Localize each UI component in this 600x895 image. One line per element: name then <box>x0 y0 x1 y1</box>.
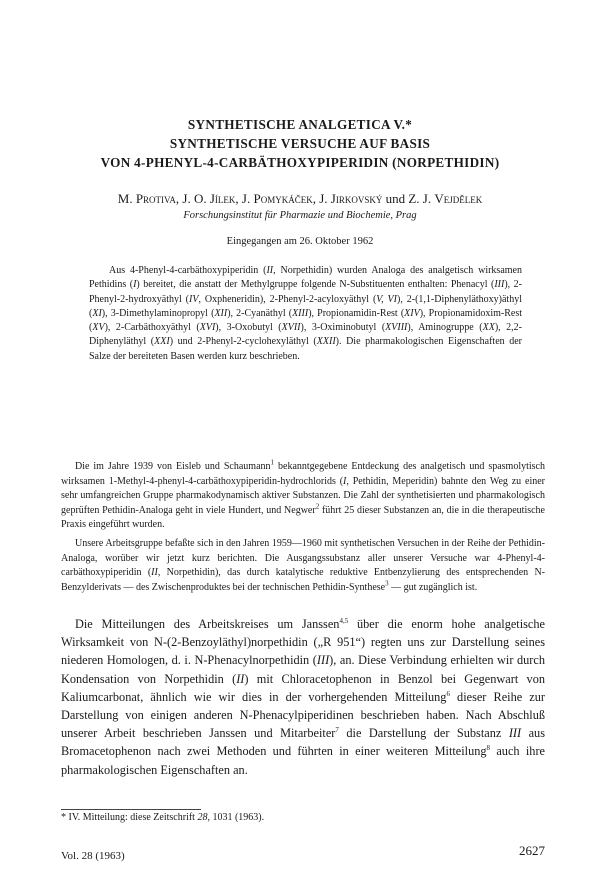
abstract: Aus 4-Phenyl-4-carbäthoxypiperidin (II, Norpethidin) wurden Analoga des analgetisch wirksamen Pethidins (I) bereitet, die anstatt der Methylgruppe folgende N-Substituenten enthalten: Phenacyl (III), 2-Phenyl-2-hydroxyäthyl (IV, Oxpheneridin), 2-Phenyl-2-acyloxyäthyl (V, VI), 2-(1,1-Diphenyläthoxy)äthyl (XI), 3-Dimethylaminopropyl (XII), 2-Cyanäthyl (XIII), Propionamidin-Rest (XIV), Propionamidoxim-Rest (XV), 2-Carbäthoxyäthyl (XVI), 3-Oxobutyl (XVII), 3-Oximinobutyl (XVIII), Aminogruppe (XX), 2,2-Diphenyläthyl (XXI) und 2-Phenyl-2-cyclohexyläthyl (XXII). Die pharmakologischen Eigenschaften der Salze der bereiteten Basen werden kurz beschrieben. <box>89 265 523 362</box>
compound-ref: II <box>151 567 158 579</box>
body-paragraph-2: Unsere Arbeitsgruppe befaßte sich in den Jahren 1959—1960 mit synthetischen Versuchen in der Reihe der Pethidin-Analoga, worüber wir jetzt kurz berichten. Die Ausgangssubstanz aller unserer Versuche war 4-Phenyl-4-carbäthoxypiperidin (II, Norpethidin), das durch katalytische reduktive Entbenzylierung des entsprechenden N-Benzylderivats — des Zwischenproduktes bei der technischen Pethidin-Synthese$^3$ — gut zugänglich ist. <box>61 538 545 593</box>
author-1-surname: Protiva <box>135 191 176 206</box>
compound-ref: XIII <box>292 307 309 319</box>
compound-ref: XIV <box>404 307 420 319</box>
compound-ref: XVII <box>281 322 301 334</box>
institute: Forschungsinstitut für Pharmazie und Biochemie, Prag <box>183 210 417 221</box>
compound-ref: III <box>316 653 330 668</box>
title-line-1: SYNTHETISCHE ANALGETICA V.* <box>187 117 413 132</box>
compound-ref: XVI <box>199 322 216 334</box>
author-4-initials: J. <box>319 191 331 206</box>
compound-ref: IV <box>189 293 199 305</box>
author-5-surname: Vejdělek <box>434 191 483 206</box>
page-number: 2627 <box>519 843 545 858</box>
author-2-surname: Jílek <box>209 191 236 206</box>
citation-superscript: 8 <box>486 744 491 753</box>
body-paragraph-1: Die im Jahre 1939 von Eisleb und Schaumann$^1$ bekanntgegebene Entdeckung des analgetisch und spasmolytisch wirksamen 1-Methyl-4-phenyl-4-carbäthoxypiperidin-hydrochlorids (I, Pethidin, Meperidin) bahnte den Weg zu einer sehr umfangreichen Gruppe pharmakodynamisch aktiver Substanzen. Die Zahl der synthetisierten und pharmakologisch geprüften Pethidin-Analoga geht in viele Hundert, und Negwer$^2$ führt 25 dieser Substanzen an, die in die therapeutische Praxis eingeführt wurden. <box>61 458 545 531</box>
author-2-initials: J. O. <box>182 191 210 206</box>
compound-ref: XX <box>482 322 495 334</box>
author-5-initials: Z. J. <box>408 191 435 206</box>
citation-superscript: 6 <box>446 689 450 698</box>
title-line-2: SYNTHETISCHE VERSUCHE AUF BASIS <box>169 136 431 151</box>
compound-ref: XII <box>214 307 228 319</box>
compound-ref: II <box>236 671 245 686</box>
citation-superscript: 1 <box>270 458 275 467</box>
compound-ref: XVIII <box>385 322 408 334</box>
compound-ref: XXI <box>154 336 170 348</box>
author-list <box>40 191 560 207</box>
compound-ref: XI <box>92 307 102 319</box>
author-3-initials: J. <box>241 191 254 206</box>
compound-ref: XXII <box>316 336 336 348</box>
compound-ref: III <box>508 726 522 741</box>
citation-superscript: 3 <box>385 579 389 588</box>
journal-volume: Vol. 28 (1963) <box>61 850 125 862</box>
compound-ref: V, VI <box>376 293 397 305</box>
author-conjunction: und <box>382 191 409 206</box>
author-3-surname: Pomykáček <box>253 191 313 206</box>
footnote: * IV. Mitteilung: diese Zeitschrift 28, 1031 (1963). <box>61 812 265 823</box>
citation-superscript: 4,5 <box>339 616 349 625</box>
author-separator: , <box>312 191 320 206</box>
title-line-3: VON 4-PHENYL-4-CARBÄTHOXYPIPERIDIN (NORPETHIDIN) <box>100 155 500 170</box>
footnote-divider <box>61 809 201 810</box>
author-separator: , <box>175 191 183 206</box>
compound-ref: I <box>133 279 137 291</box>
author-4-surname: Jirkovský <box>330 191 383 206</box>
compound-ref: II <box>266 265 274 276</box>
compound-ref: III <box>494 279 505 291</box>
footnote-volume: 28 <box>197 812 208 823</box>
compound-ref: XV <box>92 322 105 334</box>
body-paragraph-3: Die Mitteilungen des Arbeitskreises um Janssen$^{4,5}$ über die enorm hohe analgetische Wirksamkeit von N-(2-Benzoyläthyl)norpethidin („R 951“) regten uns zur Darstellung seines niederen Homologen, d. i. N-Phenacylnorpethidin (III), an. Diese Verbindung erhielten wir durch Kondensation von Norpethidin (II) mit Chloracetophenon in Benzol bei Gegenwart von Kaliumcarbonat, ähnlich wie wir dies in der vorhergehenden Mitteilung$^6$ dieser Reihe zur Darstellung von einigen anderen N-Phenacylpiperidinen beschrieben haben. Nach Abschluß unserer Arbeit beschrieben Janssen und Mitarbeiter$^7$ die Darstellung der Substanz III aus Bromacetophenon nach zwei Methoden und führten in einer weiteren Mitteilung$^8$ auch ihre pharmakologischen Eigenschaften an. <box>61 616 546 777</box>
citation-superscript: 2 <box>315 502 320 511</box>
author-1-initials: M. <box>117 191 136 206</box>
received-date: Eingegangen am 26. Oktober 1962 <box>226 236 374 247</box>
citation-superscript: 7 <box>335 726 339 735</box>
compound-ref: I <box>343 475 347 487</box>
author-separator: , <box>235 191 242 206</box>
